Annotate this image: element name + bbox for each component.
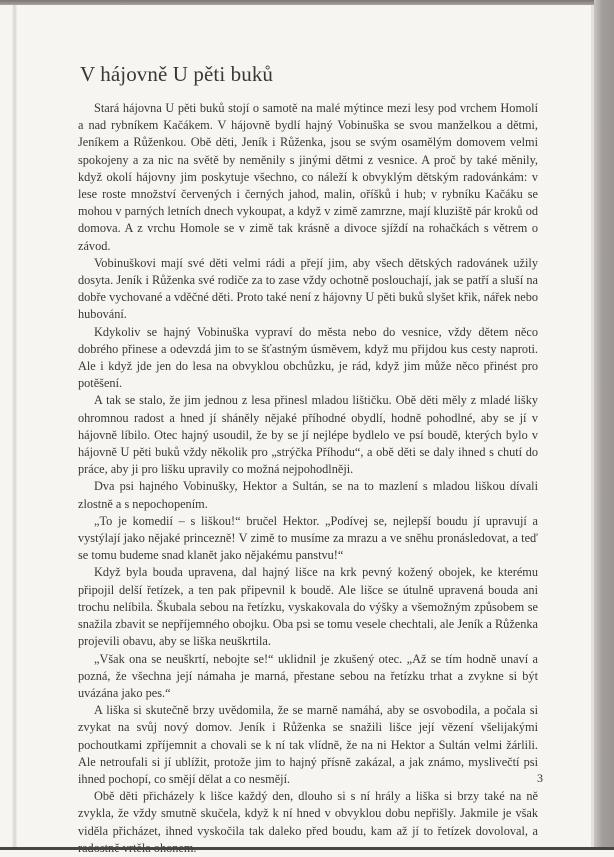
- paragraph: Když byla bouda upravena, dal hajný lišce na krk pevný kožený obojek, ke kterému připojil delší řetízek, a ten pak připevnil k boudě. Ale lišce se útulně upravená bouda ani trochu nelíbila. Škubala sebou na řetízku, vyskakovala do výšky a všemožným způsobem se snažila zbavit se nepříjemného obojku. Oba psi se tomu vesele chechtali, ale Jeník a Růženka projevili obavu, aby se liška neuškrtila.: [78, 565, 538, 649]
- paragraph: „To je komedií – s liškou!“ bručel Hektor. „Podívej se, nejlepší boudu jí upravují a vystýlají jako nějaké princezně! V zimě to musíme za mrazu a ve sněhu pronásledovat, a teď se tomu budeme snad klanět jako nějakému panstvu!“: [78, 513, 538, 563]
- paragraph: Obě děti přicházely k lišce každý den, dlouho si s ní hrály a liška si brzy také na ně zvykla, že vždy smutně skučela, když k ní hned v obvyklou dobu nepřišly. Jakmile je však viděla přicházet, ihned vyskočila tak daleko před boudu, kam až jí to řetízek dovoloval, a: [78, 789, 538, 838]
- paragraph: Vobinuškovi mají své děti velmi rádi a přejí jim, aby všech dětských radovánek užily dosyta. Jeník i Růženka své rodiče za to zase vždy ochotně poslouchají, jak se patří a sluší na dobře vychované a vděčné děti. Proto také není z hájovny U pěti buků slyšet křik, nářek nebo hubování.: [78, 255, 538, 322]
- paragraph: Stará hájovna U pěti buků stojí o samotě na malé mýtince mezi lesy pod vrchem Homolí a nad rybníkem Kačákem. V hájovně bydlí hajný Vobinuška se svou manželkou a dětmi, Jeníkem a Růženkou. Obě děti, Jeník i Růženka, jsou se svým osamělým domovem velmi spokojeny a za nic na světě by neměnily s jinými dětmi z vesnice. A proč by také měnily, když okolí hájovny jim poskytuje všechno, co náleží k obvyklým dětským radovánkám: v lese roste množství červených i černých jahod, malin, oříšků i hub; v rybníku Kačáku se mohou v parných letních dnech vykoupat, a když v zimě zamrzne, mají kluziště pár kroků od domova. A z vrchu Homole se v zimě tak krásně a divoce sjíždí na rohačkách s větrem o závod.: [78, 101, 538, 253]
- paragraph: A tak se stalo, že jim jednou z lesa přinesl mladou lištičku. Obě děti měly z mladé lišky ohromnou radost a hned jí sháněly nějaké příhodné obydlí, hodně pohodlné, aby se jí v hájovně líbilo. Otec hajný usoudil, že by se jí nejlépe bydlelo ve psí boudě, kterých bylo v hájovně U pěti buků vždy několik pro „strýčka Příhodu“, a obě děti se daly ihned s chutí do práce, aby ji pro lišku upravily co možná nejpohodlněji.: [78, 393, 538, 477]
- scan-border-right: [594, 0, 614, 850]
- paragraph: Kdykoliv se hajný Vobinuška vypraví do města nebo do vesnice, vždy dětem něco dobrého přinese a odevzdá jim to se šťastným úsměvem, když mu přijdou kus cesty naproti. Ale i když jde jen do lesa na obvyklou obchůzku, je rád, když jim může něco přinést pro potěšení.: [78, 324, 538, 391]
- paragraph: Dva psi hajného Vobinušky, Hektor a Sultán, se na to mazlení s mladou liškou dívali zlostně a s nepochopením.: [78, 479, 538, 511]
- book-page: [0, 5, 591, 847]
- chapter-title: V hájovně U pěti buků: [80, 62, 274, 86]
- paragraph: A liška si skutečně brzy uvědomila, že se marně namáhá, aby se osvobodila, a počala si zvykat na svůj nový domov. Jeník i Růženka se snažili lišce její vězení všelijakými pochoutkami zpříjemnit a chovali se k ní tak vlídně, že na ni Hektor a Sultán velmi žárlili. Ale netroufali si jí ublížit, protože jim to hajný přísně zakázal, a jak známo, myslivečtí psi ihned pochopí, co smějí dělat a co nesmějí.: [78, 703, 538, 786]
- paragraph: „Však ona se neuškrtí, nebojte se!“ uklidnil je zkušený otec. „Až se tím hodně unaví a pozná, že všechna její námaha je marná, přestane sebou na řetízku trhat a zvykne si být uvázána jako pes.“: [78, 651, 538, 700]
- page-number: 3: [537, 771, 543, 785]
- chapter-body: [78, 100, 538, 857]
